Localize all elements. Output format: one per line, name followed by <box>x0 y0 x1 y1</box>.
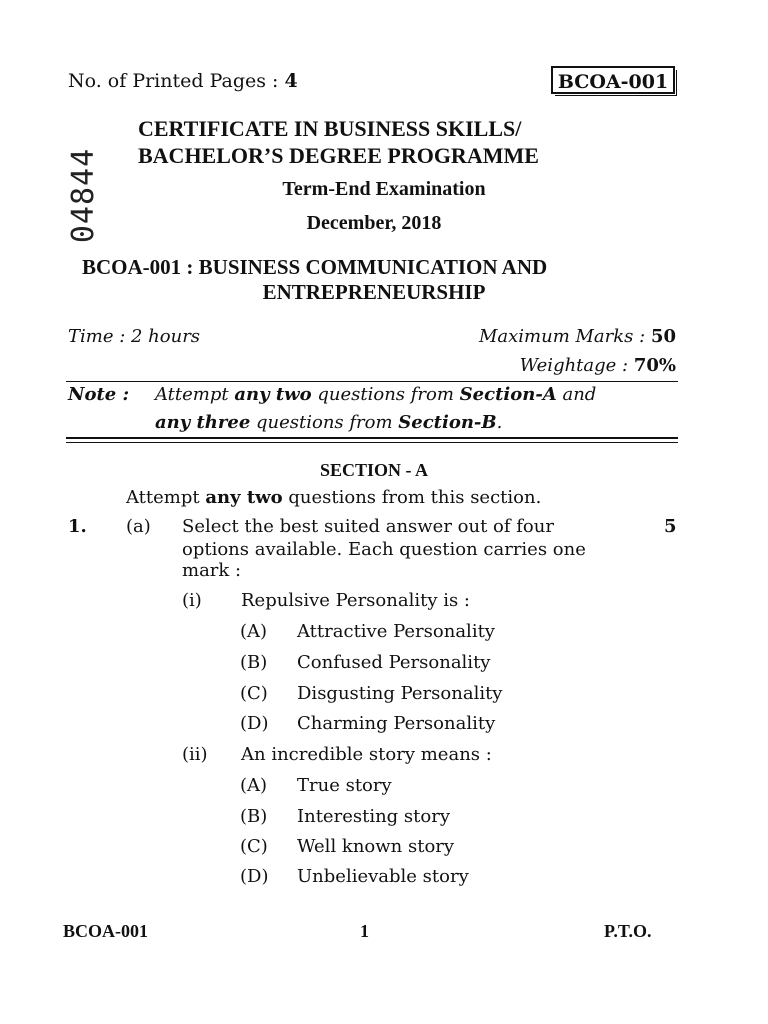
option-letter: (C) <box>240 683 268 704</box>
note-text: Attempt <box>155 384 235 405</box>
subquestion-text: Repulsive Personality is : <box>241 590 470 611</box>
option-letter: (B) <box>240 806 268 827</box>
maximum-marks <box>479 326 676 347</box>
question-marks: 5 <box>664 516 677 537</box>
note-line-1 <box>155 384 596 405</box>
question-text-line: mark : <box>182 560 242 581</box>
max-marks-value: 50 <box>650 326 676 347</box>
divider-double-top <box>66 437 678 439</box>
instruction-text: questions from this section. <box>282 487 542 508</box>
divider-top <box>66 381 678 382</box>
note-text: questions from <box>250 412 399 433</box>
subquestion-number: (ii) <box>182 744 208 765</box>
option-text: Disgusting Personality <box>297 683 503 704</box>
note-text: questions from <box>311 384 460 405</box>
note-emphasis: Section-B <box>398 412 497 433</box>
subquestion-number: (i) <box>182 590 202 611</box>
weightage-label: Weightage : <box>519 355 634 376</box>
note-text: and <box>556 384 597 405</box>
option-letter: (C) <box>240 836 268 857</box>
option-letter: (B) <box>240 652 268 673</box>
note-label: Note : <box>68 384 130 405</box>
note-line-2 <box>155 412 502 433</box>
serial-number: 04844 <box>66 147 102 244</box>
exam-type: Term-End Examination <box>282 178 486 200</box>
option-text: True story <box>297 775 392 796</box>
option-text: Charming Personality <box>297 713 496 734</box>
instruction-emphasis: any two <box>205 487 283 508</box>
footer-page-number: 1 <box>360 921 369 941</box>
option-text: Well known story <box>297 836 455 857</box>
exam-date: December, 2018 <box>306 212 442 234</box>
time-value: 2 hours <box>131 326 201 347</box>
programme-title-line2: BACHELOR’S DEGREE PROGRAMME <box>138 143 539 168</box>
printed-pages-count <box>68 70 298 92</box>
course-code-box: BCOA-001 <box>551 66 675 94</box>
option-letter: (D) <box>240 866 269 887</box>
weightage-value: 70% <box>633 355 676 376</box>
question-text-line: options available. Each question carries one <box>182 539 586 560</box>
note-emphasis: Section-A <box>459 384 557 405</box>
course-title-line2: ENTREPRENEURSHIP <box>262 280 486 304</box>
divider-double-bottom <box>66 442 678 443</box>
time-allowed <box>68 326 200 347</box>
printed-pages-value: 4 <box>284 70 298 92</box>
note-text: . <box>496 412 503 433</box>
note-emphasis: any two <box>234 384 312 405</box>
option-letter: (A) <box>240 775 268 796</box>
question-text-line: Select the best suited answer out of four <box>182 516 554 537</box>
option-text: Attractive Personality <box>297 621 495 642</box>
programme-title-line1: CERTIFICATE IN BUSINESS SKILLS/ <box>138 116 522 141</box>
note-emphasis: any three <box>155 412 251 433</box>
section-heading: SECTION - A <box>319 460 429 480</box>
max-marks-label: Maximum Marks : <box>478 326 651 347</box>
question-number: 1. <box>68 516 87 537</box>
printed-pages-label: No. of Printed Pages : <box>68 70 285 92</box>
option-letter: (D) <box>240 713 269 734</box>
option-text: Unbelievable story <box>297 866 469 887</box>
instruction-text: Attempt <box>126 487 206 508</box>
course-title-line1: BCOA-001 : BUSINESS COMMUNICATION AND <box>82 255 548 279</box>
footer-pto: P.T.O. <box>604 921 652 941</box>
section-instruction <box>126 487 541 508</box>
time-label: Time : <box>68 326 131 347</box>
option-letter: (A) <box>240 621 268 642</box>
question-part: (a) <box>126 516 151 537</box>
option-text: Interesting story <box>297 806 450 827</box>
weightage <box>520 355 676 376</box>
subquestion-text: An incredible story means : <box>241 744 492 765</box>
footer-course-code: BCOA-001 <box>63 921 148 941</box>
option-text: Confused Personality <box>297 652 491 673</box>
